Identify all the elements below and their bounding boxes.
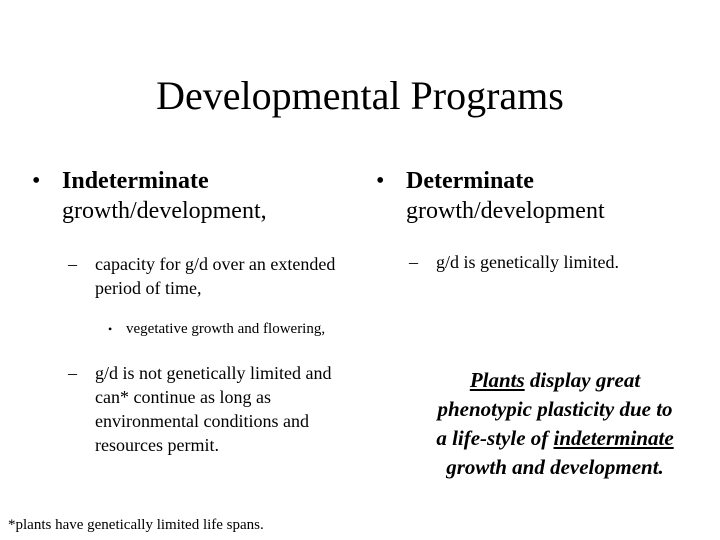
- left-sub-not-limited-line1: g/d is not genetically limited and: [95, 363, 332, 383]
- left-sub-capacity: [68, 252, 335, 300]
- dash-icon: –: [68, 254, 77, 274]
- right-bullet-heading: Determinate: [406, 168, 534, 194]
- left-sub-capacity-text: [95, 252, 335, 300]
- plasticity-word-indeterminate: indeterminate: [553, 426, 674, 450]
- slide-title: Developmental Programs: [156, 73, 564, 118]
- plasticity-line2: phenotypic plasticity due to: [437, 397, 673, 421]
- left-bullet-indeterminate: [30, 166, 267, 226]
- left-sub-not-limited-line4: resources permit.: [95, 435, 219, 455]
- right-bullet-determinate: [374, 166, 605, 226]
- left-bullet-heading: Indeterminate: [62, 168, 209, 194]
- left-sub-not-limited-text: [95, 361, 331, 457]
- left-sub-not-limited-line3: environmental conditions and: [95, 411, 309, 431]
- left-sub-not-limited-line2: can* continue as long as: [95, 387, 271, 407]
- plasticity-line3-start: a life-style of: [436, 426, 554, 450]
- left-subsub-vegetative-text: vegetative growth and flowering,: [126, 321, 326, 337]
- left-sub-not-limited: [68, 361, 331, 457]
- left-subsub-vegetative: [108, 319, 325, 339]
- right-bullet-subheading: growth/development: [406, 198, 605, 224]
- left-bullet-subheading: growth/development,: [62, 198, 267, 224]
- right-sub-limited: [409, 250, 619, 274]
- dash-icon: –: [68, 363, 77, 383]
- bullet-icon: •: [32, 168, 41, 194]
- left-sub-capacity-line1: capacity for g/d over an extended: [95, 254, 336, 274]
- bullet-icon: •: [108, 322, 113, 336]
- left-bullet-text: [62, 166, 267, 226]
- plasticity-word-plants: Plants: [469, 368, 525, 392]
- left-sub-capacity-line2: period of time,: [95, 278, 202, 298]
- plasticity-line1-rest: display great: [524, 368, 641, 392]
- plasticity-line4: growth and development.: [446, 455, 664, 479]
- right-sub-limited-text: g/d is genetically limited.: [436, 252, 619, 272]
- dash-icon: –: [409, 252, 418, 272]
- plasticity-statement: [410, 366, 700, 482]
- right-bullet-text: [406, 166, 605, 226]
- footnote: *plants have genetically limited life spans.: [8, 517, 264, 533]
- bullet-icon: •: [376, 168, 385, 194]
